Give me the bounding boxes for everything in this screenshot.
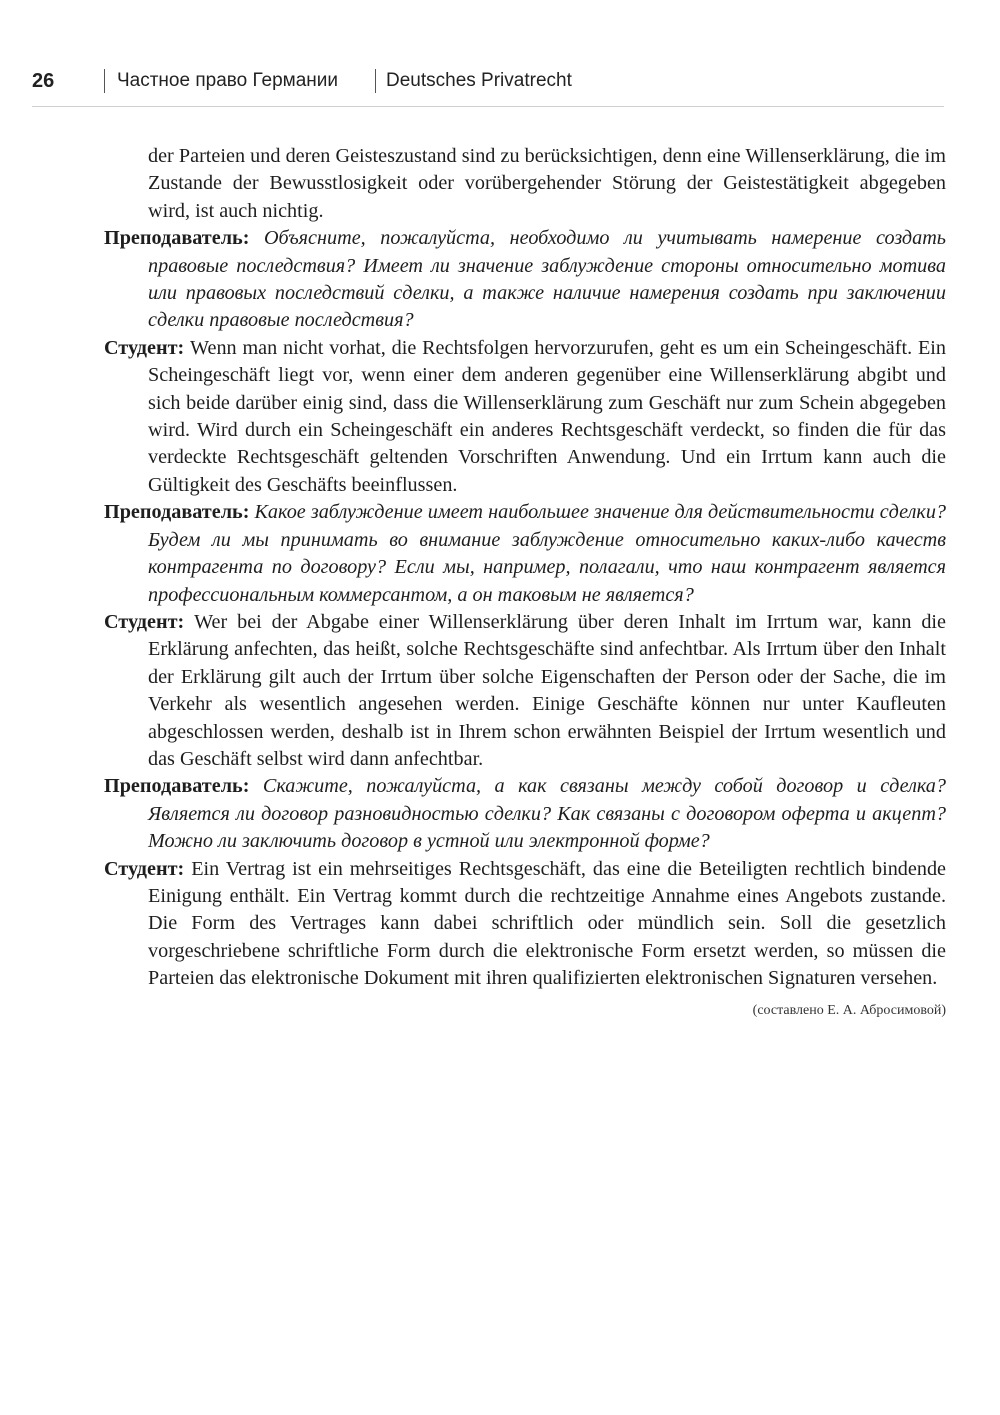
running-title-ru: Частное право Германии (117, 70, 338, 91)
speaker-label: Студент: (104, 336, 185, 359)
answer-text: Ein Vertrag ist ein mehrseitiges Rechtsgeschäft, das eine die Beteiligten rechtlich bindende Einigung enthält. Ein Vertrag kommt durch die rechtzeitige Annahme eines Angebots zustande. Die Form des Vertrages kann dabei schriftlich oder mündlich sein. Soll die gesetzlich vorgeschriebene schriftliche Form durch die elektronische Form ersetzt werden, so müssen die Parteien das elektronische Dokument mit ihren qualifizierten elektronischen Signaturen versehen. (148, 857, 947, 990)
student-answer (104, 609, 946, 773)
speaker-label: Преподаватель: (104, 227, 250, 250)
teacher-question (104, 499, 946, 609)
speaker-label: Студент: (104, 857, 185, 880)
question-text: Объясните, пожалуйста, необходимо ли учитывать намерение создать правовые последствия? Имеет ли значение заблуждение стороны относительно мотива или правовых последствий сделки, а также наличие намерения создать при заключении сделки правовые последствия? (148, 227, 946, 332)
continued-paragraph: der Parteien und deren Geisteszustand sind zu berücksichtigen, denn eine Willenserklärung, die im Zustande der Bewusstlosigkeit oder vorübergehender Störung der Geistestätigkeit abgegeben wird, ist auch nichtig. (148, 145, 946, 222)
header-rule (32, 106, 944, 107)
speaker-label: Преподаватель: (104, 775, 250, 798)
page-header (32, 66, 944, 96)
header-separator (375, 69, 376, 93)
teacher-question (104, 225, 946, 335)
attribution-note: (составлено Е. А. Абросимовой) (752, 1002, 946, 1018)
answer-text: Wenn man nicht vorhat, die Rechtsfolgen hervorzurufen, geht es um ein Scheingeschäft. Ein Scheingeschäft liegt vor, wenn einer dem anderen gegenüber eine Willenserklärung abgibt und sich beide darüber einig sind, dass die Willenserklärung zum Geschäft nur zum Schein abgegeben wird. Wird durch ein Scheingeschäft ein anderes Rechtsgeschäft verdeckt, so finden die für das verdeckte Rechtsgeschäft geltenden Vorschriften Anwendung. Und ein Irrtum kann auch die Gültigkeit des Geschäfts beeinflussen. (148, 336, 946, 496)
student-answer (104, 335, 946, 499)
question-text: Скажите, пожалуйста, а как связаны между собой договор и сделка? Является ли договор разновидностью сделки? Как связаны с договором оферта и акцепт? Можно ли заключить договор в устной или электронной форме? (148, 775, 946, 853)
running-title-de: Deutsches Privatrecht (386, 70, 572, 91)
answer-text: Wer bei der Abgabe einer Willenserklärung über deren Inhalt im Irrtum war, kann die Erklärung anfechten, das heißt, solche Rechtsgeschäfte sind anfechtbar. Als Irrtum über den Inhalt der Erklärung gilt auch der Irrtum über solche Eigenschaften der Person oder der Sache, die im Verkehr als wesentlich angesehen werden. Einige Geschäfte können nur unter Kaufleuten abgeschlossen werden, deshalb ist in Ihrem schon erwähnten Beispiel der Irrtum wesentlich und das Geschäft selbst wird dann anfechtbar. (148, 610, 946, 770)
header-separator (104, 69, 105, 93)
student-answer (104, 856, 946, 993)
speaker-label: Студент: (104, 610, 185, 633)
page-number: 26 (32, 70, 55, 92)
teacher-question (104, 773, 946, 855)
page-body (104, 143, 946, 1021)
question-text: Какое заблуждение имеет наибольшее значение для действительности сделки? Будем ли мы принимать во внимание заблуждение относительно каких-либо качеств контрагента по договору? Если мы, например, полагали, что наш контрагент является профессиональным коммерсантом, а он таковым не является? (148, 501, 947, 606)
speaker-label: Преподаватель: (104, 501, 250, 524)
